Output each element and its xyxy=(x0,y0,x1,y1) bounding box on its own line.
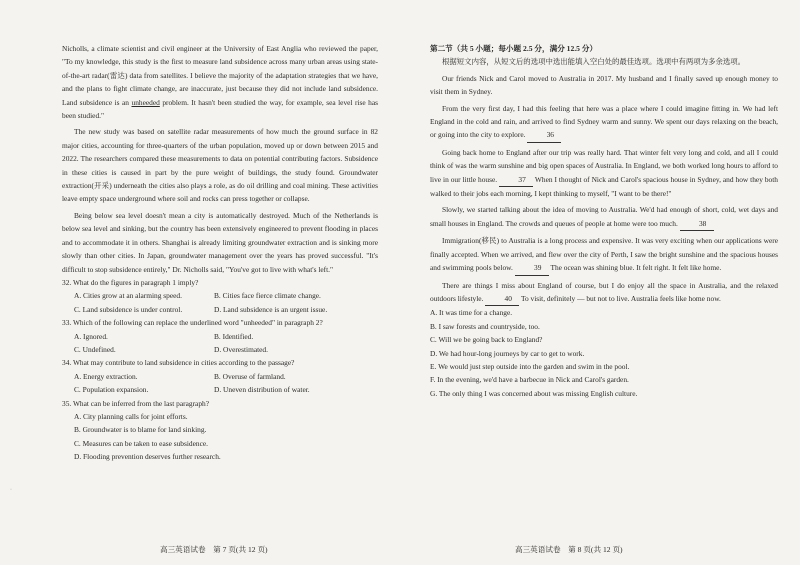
p6-tail: To visit, definitely — but not to live. Australia feels like home now. xyxy=(520,293,721,303)
p5-text: Immigration(移民) to Australia is a long process and expensive. It was very exciting when our applications were finally accepted. When we arrived, and flew over the city of Perth, I saw the bright sunshine and the spacious houses and swimming pools below. xyxy=(430,236,778,273)
option-d: D. We had hour-long journeys by car to get to work. xyxy=(430,348,585,358)
p6-text: There are things I miss about England of course, but I do enjoy all the space in Australia, and the relaxed outdoors lifestyle. xyxy=(430,280,778,303)
section-title: 第二节（共 5 小题；每小题 2.5 分，满分 12.5 分） xyxy=(430,44,598,53)
p2-text: From the very first day, I had this feeling that here was a place where I could imagine fitting in. We had left England in the cold and rain, and arrived to find Sydney warm and sunny. We spent our days relaxing on the beach, or going into the city to explore. xyxy=(430,103,778,140)
paragraph-3 xyxy=(430,146,778,201)
blank-36: 36 xyxy=(527,128,561,142)
page-footer: 高三英语试卷 第 8 页(共 12 页) xyxy=(515,545,623,554)
blank-38: 38 xyxy=(680,217,714,231)
question-34: 34. What may contribute to land subsidence in cities according to the passage? xyxy=(62,358,295,368)
option-c: C. Will we be going back to England? xyxy=(430,335,543,345)
paragraph-3: Being below sea level doesn't mean a city is automatically destroyed. Much of the Netherlands is below sea level and sinking, but the country has been extensively engineered to prevent flooding in places and to accommodate it in others. Shanghai is already limiting groundwater extraction and is sinking more slowly than other cities. In Japan, groundwater management over the years has proved successful. "It's difficult to stop subsidence entirely," Dr. Nicholls said, "You've got to live with what's left." xyxy=(62,210,378,274)
p5-tail: The ocean was shining blue. It felt right. It felt like home. xyxy=(550,263,722,273)
underlined-word: unheeded xyxy=(131,97,160,107)
question-32-options xyxy=(62,289,378,316)
para1-text: Nicholls, a climate scientist and civil engineer at the University of East Anglia who reviewed the paper, "To my knowledge, this study is the first to measure land subsidence across many urban areas using state-of-the-art radar(雷达) data from satellites. I believe the majority of the adaptation strategies that we have, and the plans to fight climate change, are inaccurate, just because they did not include land subsidence. Land subsidence is an xyxy=(62,44,378,107)
option-d: D. Land subsidence is an urgent issue. xyxy=(214,304,328,314)
option-a: A. Ignored. xyxy=(74,331,108,341)
page-footer: 高三英语试卷 第 7 页(共 12 页) xyxy=(160,545,268,554)
option-c: C. Land subsidence is under control. xyxy=(74,304,183,314)
paragraph-1 xyxy=(62,42,378,122)
blank-37: 37 xyxy=(499,173,533,187)
p4-text: Slowly, we started talking about the idea of moving to Australia. We'd had enough of short, cold, wet days and small houses in England. The crowds and queues of people at home were too much. xyxy=(430,205,778,228)
option-b: B. Cities face fierce climate change. xyxy=(214,291,321,301)
option-b: B. Overuse of farmland. xyxy=(214,371,286,381)
blank-39: 39 xyxy=(515,261,549,275)
question-32: 32. What do the figures in paragraph 1 imply? xyxy=(62,277,199,287)
option-a: A. Cities grow at an alarming speed. xyxy=(74,291,182,301)
option-e: E. We would just step outside into the garden and swim in the pool. xyxy=(430,361,630,371)
option-b: B. I saw forests and countryside, too. xyxy=(430,321,540,331)
para1-tail: problem. It hasn't been studied the way, for example, sea level rise has been studied." xyxy=(62,97,378,121)
option-g: G. The only thing I was concerned about was missing English culture. xyxy=(430,388,638,398)
scan-mark: · xyxy=(10,487,12,493)
right-page xyxy=(400,0,800,565)
option-d: D. Flooding prevention deserves further research. xyxy=(74,452,221,462)
option-b: B. Groundwater is to blame for land sinking. xyxy=(74,425,207,435)
p3-tail: When I thought of Nick and Carol's spacious house in Sydney, and how they both walked to their jobs each morning, I kept thinking to myself, "I want to be there!" xyxy=(430,174,779,199)
option-c: C. Undefined. xyxy=(74,344,116,354)
option-a: A. City planning calls for joint efforts. xyxy=(74,411,188,421)
question-35: 35. What can be inferred from the last paragraph? xyxy=(62,398,209,408)
option-a: A. Energy extraction. xyxy=(74,371,138,381)
option-d: D. Overestimated. xyxy=(214,344,268,354)
instructions: 根据短文内容，从短文后的选项中选出能填入空白处的最佳选项。选项中有两项为多余选项。 xyxy=(442,57,746,67)
option-a: A. It was time for a change. xyxy=(430,308,513,318)
question-33-options xyxy=(62,330,378,357)
option-c: C. Measures can be taken to ease subsidence. xyxy=(74,438,209,448)
paragraph-1: Our friends Nick and Carol moved to Australia in 2017. My husband and I finally saved up enough money to visit them in Sydney. xyxy=(430,73,778,97)
paragraph-5 xyxy=(430,234,778,275)
question-34-options xyxy=(62,370,378,397)
paragraph-2: The new study was based on satellite radar measurements of how much the ground surface in 82 major cities, accounting for three-quarters of the urban population, moved up or down between 2015 and 2022. The researchers compared these measurements to data on potential contributing factors. Subsidence in these cities is caused in part by the pure weight of buildings, the study found. Groundwater extraction(开采) underneath the cities also plays a role, as do oil drilling and coal mining. These activities leave empty space underground where soil and rocks can press together or collapse. xyxy=(62,127,378,204)
blank-40: 40 xyxy=(485,292,519,306)
p3-text: Going back home to England after our trip was really hard. That winter felt very long and cold, and all I could think of was the warm sunshine and big open spaces of Australia. In England, we both worked long hours to afford to live in our little house. xyxy=(430,147,778,184)
option-b: B. Identified. xyxy=(214,331,254,341)
option-c: C. Population expansion. xyxy=(74,385,149,395)
option-d: D. Uneven distribution of water. xyxy=(214,385,310,395)
paragraph-2 xyxy=(430,102,778,143)
question-33: 33. Which of the following can replace the underlined word "unheeded" in paragraph 2? xyxy=(62,318,323,328)
paragraph-4 xyxy=(430,203,778,231)
paragraph-6 xyxy=(430,279,778,307)
option-f: F. In the evening, we'd have a barbecue in Nick and Carol's garden. xyxy=(430,375,629,385)
